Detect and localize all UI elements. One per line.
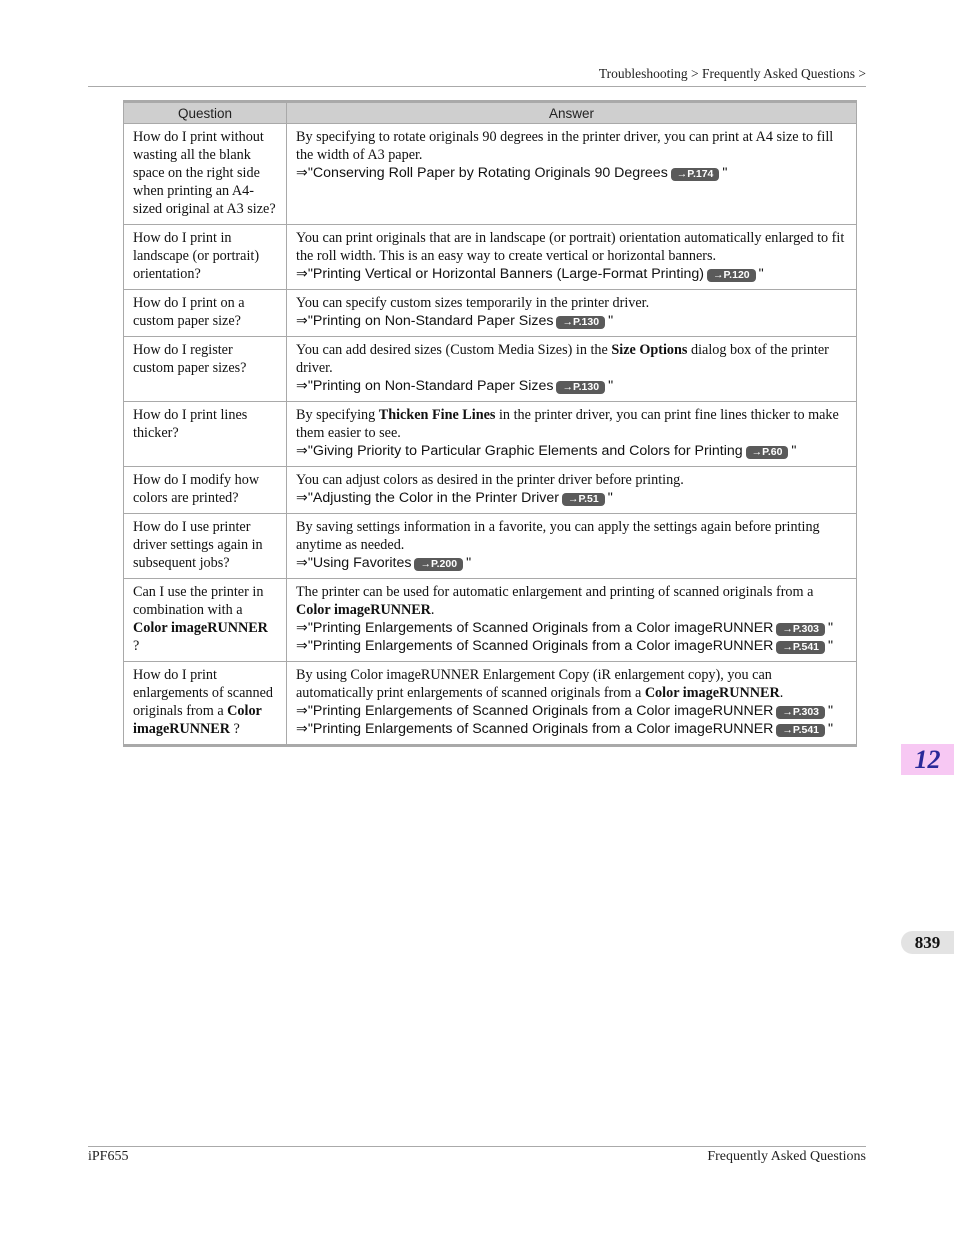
footer-divider [88, 1146, 866, 1147]
footer-model-name: iPF655 [88, 1149, 129, 1164]
table-row [124, 337, 857, 402]
answer-cell [287, 337, 857, 402]
answer-cell [287, 514, 857, 579]
cross-reference-link[interactable]: ⇒"Giving Priority to Particular Graphic Elements and Colors for Printing →P.60 " [296, 443, 797, 459]
answer-text: By specifying to rotate originals 90 degrees in the printer driver, you can print at A4 size to fill the width of A3 paper. [296, 129, 834, 163]
table-row [124, 662, 857, 746]
question-cell: How do I print on a custom paper size? [124, 290, 287, 337]
ui-term: Size Options [611, 342, 688, 358]
cross-reference-link[interactable]: ⇒"Conserving Roll Paper by Rotating Originals 90 Degrees →P.174 " [296, 165, 728, 181]
page-reference-badge[interactable]: →P.303 [776, 623, 825, 636]
table-row [124, 467, 857, 514]
breadcrumb: Troubleshooting > Frequently Asked Questions > [598, 66, 866, 81]
answer-cell [287, 402, 857, 467]
cross-reference-link[interactable]: ⇒"Printing Enlargements of Scanned Originals from a Color imageRUNNER →P.303 " [296, 703, 834, 719]
answer-cell [287, 290, 857, 337]
cross-reference-link[interactable]: ⇒"Using Favorites →P.200 " [296, 555, 472, 571]
answer-cell [287, 124, 857, 225]
cross-reference-link[interactable]: ⇒"Printing Enlargements of Scanned Originals from a Color imageRUNNER →P.303 " [296, 620, 834, 636]
answer-cell [287, 579, 857, 662]
cross-reference-link[interactable]: ⇒"Printing Enlargements of Scanned Originals from a Color imageRUNNER →P.541 " [296, 721, 834, 737]
answer-cell [287, 662, 857, 746]
question-cell: How do I print in landscape (or portrait) orientation? [124, 225, 287, 290]
cross-reference-link[interactable]: ⇒"Adjusting the Color in the Printer Driver →P.51 " [296, 490, 613, 506]
answer-cell [287, 225, 857, 290]
page-reference-badge[interactable]: →P.174 [671, 168, 720, 181]
ui-term: Color imageRUNNER [133, 703, 262, 737]
question-cell: How do I print without wasting all the blank space on the right side when printing an A4-sized original at A3 size? [124, 124, 287, 225]
page-reference-badge[interactable]: →P.303 [776, 706, 825, 719]
header-divider [88, 86, 866, 87]
ui-term: Color imageRUNNER [644, 685, 780, 701]
page-reference-badge[interactable]: →P.120 [707, 269, 756, 282]
table-row [124, 124, 857, 225]
page-reference-badge[interactable]: →P.130 [556, 381, 605, 394]
question-cell: How do I print lines thicker? [124, 402, 287, 467]
table-row [124, 514, 857, 579]
page-number-tab: 839 [901, 931, 954, 954]
question-cell: How do I register custom paper sizes? [124, 337, 287, 402]
footer-section-title: Frequently Asked Questions [707, 1149, 866, 1164]
table-header-row [124, 102, 857, 124]
question-cell: How do I modify how colors are printed? [124, 467, 287, 514]
page-reference-badge[interactable]: →P.541 [776, 641, 825, 654]
ui-term: Thicken Fine Lines [378, 407, 496, 423]
chapter-tab[interactable]: 12 [901, 744, 954, 775]
answer-text: You can print originals that are in landscape (or portrait) orientation automatically enlarged to fit the roll width. This is an easy way to create vertical or horizontal banners. [296, 230, 845, 264]
page-reference-badge[interactable]: →P.541 [776, 724, 825, 737]
answer-cell [287, 467, 857, 514]
question-cell: How do I use printer driver settings again in subsequent jobs? [124, 514, 287, 579]
page-reference-badge[interactable]: →P.200 [414, 558, 463, 571]
cross-reference-link[interactable]: ⇒"Printing Vertical or Horizontal Banners (Large-Format Printing) →P.120 " [296, 266, 764, 282]
column-header-answer: Answer [287, 102, 857, 124]
question-cell: Can I use the printer in combination with a Color imageRUNNER ? [124, 579, 287, 662]
table-row [124, 402, 857, 467]
table-row [124, 290, 857, 337]
answer-text: You can adjust colors as desired in the printer driver before printing. [296, 472, 684, 488]
page-reference-badge[interactable]: →P.51 [562, 493, 605, 506]
cross-reference-link[interactable]: ⇒"Printing on Non-Standard Paper Sizes →P.130 " [296, 378, 614, 394]
answer-text: The printer can be used for automatic enlargement and printing of scanned originals from a Color imageRUNNER. [296, 584, 814, 618]
faq-table [123, 100, 857, 747]
question-cell: How do I print enlargements of scanned originals from a Color imageRUNNER ? [124, 662, 287, 746]
cross-reference-link[interactable]: ⇒"Printing Enlargements of Scanned Originals from a Color imageRUNNER →P.541 " [296, 638, 834, 654]
table-row [124, 225, 857, 290]
page-reference-badge[interactable]: →P.130 [556, 316, 605, 329]
cross-reference-link[interactable]: ⇒"Printing on Non-Standard Paper Sizes →P.130 " [296, 313, 614, 329]
answer-text: You can add desired sizes (Custom Media Sizes) in the Size Options dialog box of the printer driver. [296, 342, 829, 376]
answer-text: By specifying Thicken Fine Lines in the printer driver, you can print fine lines thicker to make them easier to see. [296, 407, 839, 441]
column-header-question: Question [124, 102, 287, 124]
answer-text: By using Color imageRUNNER Enlargement Copy (iR enlargement copy), you can automatically print enlargements of scanned originals from a Color imageRUNNER. [296, 667, 784, 701]
table-row [124, 579, 857, 662]
page-reference-badge[interactable]: →P.60 [746, 446, 789, 459]
ui-term: Color imageRUNNER [133, 620, 268, 636]
ui-term: Color imageRUNNER [296, 602, 431, 618]
answer-text: You can specify custom sizes temporarily in the printer driver. [296, 295, 650, 311]
answer-text: By saving settings information in a favorite, you can apply the settings again before printing anytime as needed. [296, 519, 820, 553]
